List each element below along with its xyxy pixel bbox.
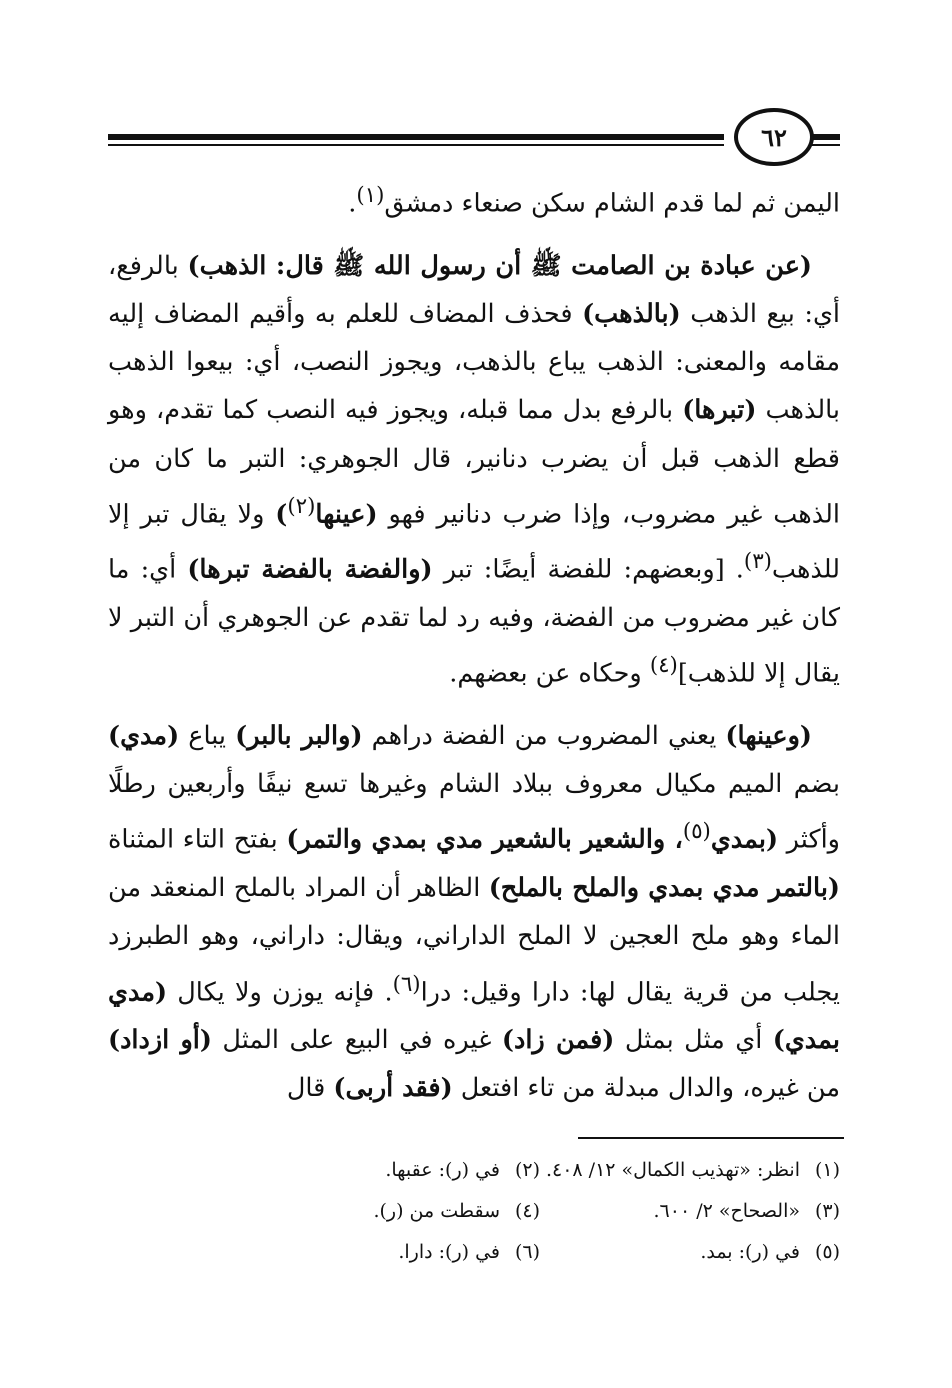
bold-quote: (والفضة بالفضة تبرها) [187, 554, 433, 585]
paragraph-1-text: اليمن ثم لما قدم الشام سكن صنعاء دمشق [384, 188, 840, 219]
text-run: غيره في البيع على المثل [211, 1025, 502, 1056]
footnote-5 [540, 1232, 840, 1273]
text-run: وحكاه عن بعضهم. [449, 658, 650, 689]
text-run: الظاهر أن المراد بالملح المنعقد من الماء وهو ملح العجين لا الملح الداراني، ويقال: داراني، وهو الطبرزد يجلب من قرية يقال لها: دارا وقيل: درا [108, 873, 840, 1008]
footnote-ref-1: (١) [356, 183, 385, 208]
bold-quote: (مدي) [108, 721, 180, 752]
footnote-1 [540, 1150, 840, 1191]
footnote-separator [578, 1137, 844, 1139]
text-run: بفتح التاء المثناة [108, 824, 287, 855]
footnote-ref: (٥) [682, 819, 711, 845]
footnote-text: سقطت من (ر). [373, 1200, 500, 1222]
text-run: يباع [179, 721, 236, 752]
footnote-ref: (٤) [649, 653, 678, 679]
footnote-row [240, 1150, 840, 1191]
footnote-6 [240, 1232, 540, 1273]
footnote-text: انظر: «تهذيب الكمال» ١٢/ ٤٠٨. [545, 1159, 800, 1181]
paragraph-1 [108, 172, 840, 228]
text-run: . فإنه يوزن ولا يكال [167, 977, 393, 1008]
text-run: أي مثل بمثل [614, 1025, 773, 1056]
text-run: قال [286, 1073, 334, 1104]
text-run: فحذف المضاف للعلم به وأقيم المضاف إليه مقامه والمعنى: الذهب يباع بالذهب، ويجوز النصب، أي: بيعوا الذهب بالذهب [108, 298, 840, 426]
bold-quote: (فمن زاد) [501, 1025, 615, 1056]
text-run: من غيره، والدال مبدلة من تاء افتعل [452, 1073, 840, 1104]
page-number: ٦٢ [734, 108, 814, 166]
paragraph-3 [108, 712, 840, 1113]
footnote-number: (٢) [514, 1159, 540, 1181]
bold-quote: (أو ازداد) [108, 1025, 212, 1056]
paragraph-2 [108, 242, 840, 698]
footnote-number: (٣) [814, 1200, 840, 1222]
footnote-2 [240, 1150, 540, 1191]
bold-quote: ) [275, 499, 288, 530]
footnote-ref: (٦) [392, 971, 421, 997]
footnote-4 [240, 1191, 540, 1232]
paragraph-1-end: . [348, 188, 357, 219]
footnote-number: (٤) [514, 1200, 540, 1222]
main-text [108, 172, 840, 1113]
footnote-number: (١) [814, 1159, 840, 1181]
bold-quote: (بمدي [710, 824, 779, 855]
header-rule-right [810, 134, 840, 140]
footnote-ref: (٣) [743, 549, 772, 575]
header-rule-thick [108, 134, 724, 140]
text-run: بضم الميم مكيال معروف ببلاد الشام وغيرها تسع نيفًا وأربعين رطلًا وأكثر [108, 769, 840, 855]
footnote-row [240, 1191, 840, 1232]
text-run: بالرفع بدل مما قبله، ويجوز فيه النصب كما تقدم، وهو قطع الذهب قبل أن يضرب دنانير، قال الجوهري: التبر ما كان من الذهب غير مضروب، وإذا ضرب دنانير فهو [108, 395, 840, 530]
header-rule-thin [108, 144, 724, 146]
header-rule-right-thin [810, 144, 840, 146]
bold-quote: (مدي بمدي) [108, 977, 841, 1056]
footnote-text: «الصحاح» ٢/ ٦٠٠. [653, 1200, 800, 1222]
text-run: أي: ما كان غير مضروب من الفضة، وفيه رد لما تقدم عن الجوهري أن التبر لا يقال إلا للذهب] [108, 554, 840, 689]
footnote-text: في (ر): عقبها. [385, 1159, 500, 1181]
bold-quote: (عينها [315, 499, 378, 530]
bold-quote: (فقد أربى) [333, 1073, 453, 1104]
bold-quote: (بالتمر مدي بمدي والملح بالملح) [488, 873, 840, 904]
footnote-row [240, 1232, 840, 1273]
footnote-ref: (٢) [287, 493, 316, 519]
bold-quote: (بالذهب) [582, 298, 681, 329]
page-header [108, 108, 840, 172]
footnote-text: في (ر): دارا. [398, 1241, 500, 1263]
bold-quote: (وعينها) [725, 721, 812, 752]
bold-quote: ، والشعير بالشعير مدي بمدي والتمر) [286, 824, 683, 855]
text-run: يعني المضروب من الفضة دراهم [362, 721, 726, 752]
footnote-text: في (ر): بمد. [700, 1241, 800, 1263]
footnote-number: (٥) [814, 1241, 840, 1263]
text-run: . [وبعضهم: للفضة أيضًا: تبر [432, 554, 744, 585]
bold-quote: (عن عبادة بن الصامت ﷺ أن رسول الله ﷺ قال: الذهب) [187, 250, 812, 281]
text-run: ولا يقال تبر إلا للذهب [108, 499, 841, 585]
bold-quote: (والبر بالبر) [235, 721, 363, 752]
footnote-number: (٦) [514, 1241, 540, 1263]
footnotes [240, 1150, 840, 1273]
footnote-3 [540, 1191, 840, 1232]
text-run: بالرفع، أي: بيع الذهب [108, 250, 840, 329]
bold-quote: (تبرها) [682, 395, 757, 426]
